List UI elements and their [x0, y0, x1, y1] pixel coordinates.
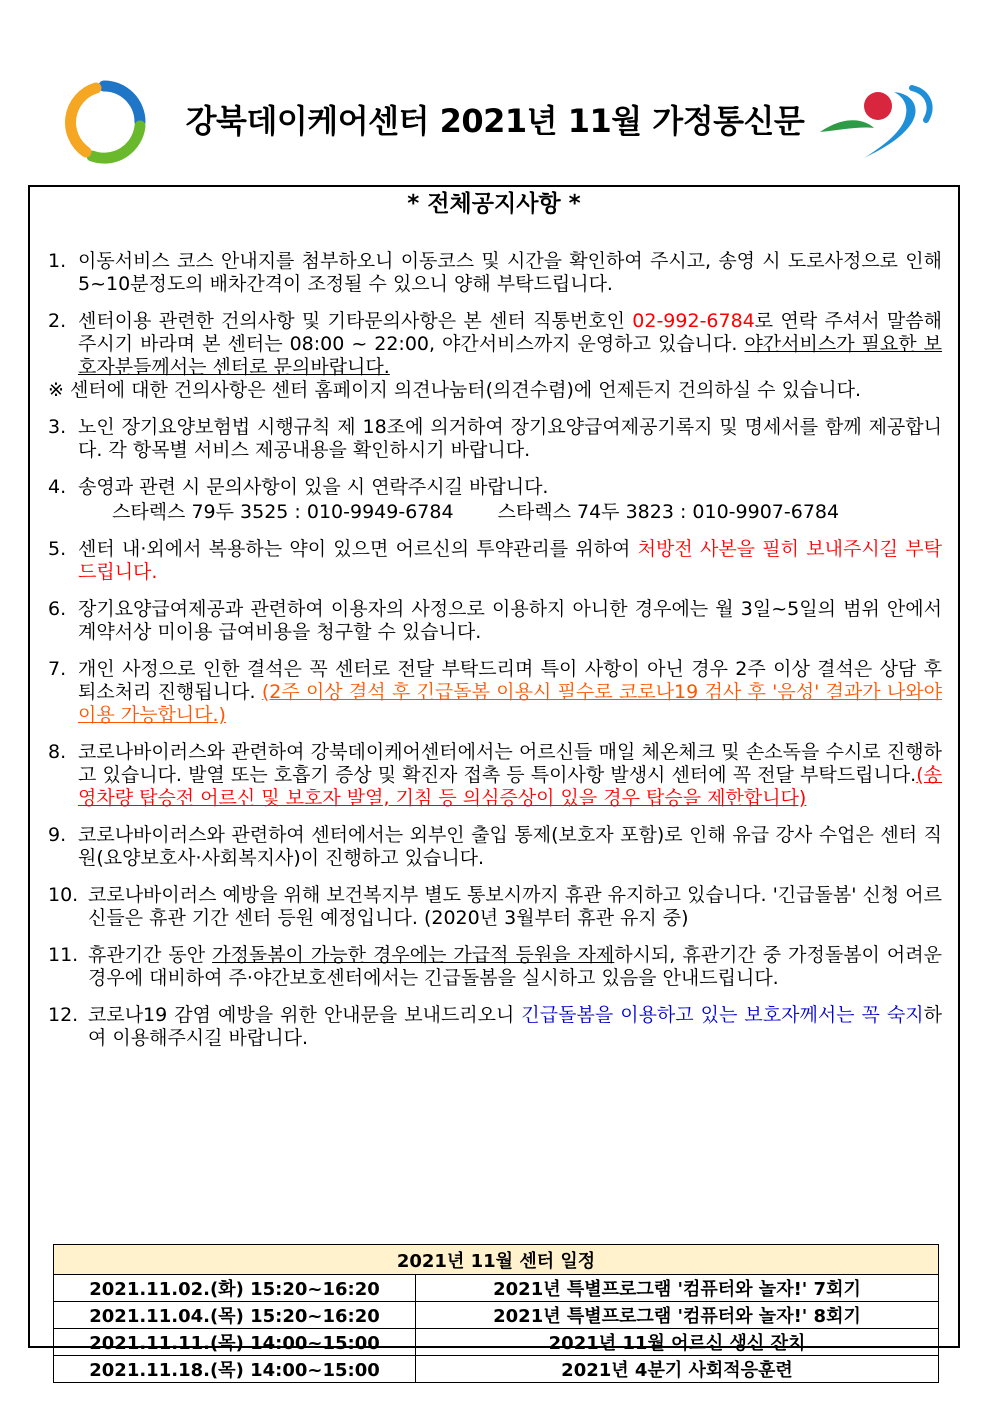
notice-text-segment: 코로나19 감염 예방을 위한 안내문을 보내드리오니: [88, 1004, 522, 1026]
notice-item: [48, 658, 942, 727]
notice-item-number: 2.: [48, 310, 67, 332]
note-mark: ※: [48, 379, 64, 401]
schedule-event: 2021년 특별프로그램 '컴퓨터와 놀자!' 7회기: [416, 1275, 939, 1302]
notice-text-segment: 노인 장기요양보험법 시행규칙 제 18조에 의거하여 장기요양급여제공기록지 및 명세서를 함께 제공합니다. 각 항목별 서비스 제공내용을 확인하시기 바랍니다.: [78, 416, 942, 461]
notice-item-text: [88, 1004, 942, 1050]
notice-item: [48, 476, 942, 524]
schedule-row: [54, 1356, 939, 1383]
schedule-date: 2021.11.18.(목) 14:00~15:00: [54, 1356, 416, 1383]
notice-star-note: [48, 379, 942, 402]
notice-text-segment: 코로나바이러스와 관련하여 센터에서는 외부인 출입 통제(보호자 포함)로 인해 유급 강사 수업은 센터 직원(요양보호사·사회복지사)이 진행하고 있습니다.: [78, 824, 942, 869]
notice-text-segment: 하여 이용해주시길 바랍니다.: [88, 1004, 942, 1049]
notice-item: [48, 310, 942, 379]
ring-logo-icon: [62, 80, 146, 164]
notice-item: [48, 250, 942, 296]
notice-text-segment: 센터 내·외에서 복용하는 약이 있으면 어르신의 투약관리를 위하여: [78, 538, 638, 560]
notice-text-segment: 긴급돌봄을 이용하고 있는 보호자께서는 꼭 숙지: [521, 1004, 924, 1026]
notice-item: [48, 944, 942, 990]
notice-text-segment: 송영과 관련 시 문의사항이 있을 시 연락주시길 바랍니다.: [78, 476, 549, 498]
notice-list: [48, 250, 942, 1064]
notice-text-segment: (송영차량 탑승전 어르신 및 보호자 발열, 기침 등 의심증상이 있을 경우 탑승을 제한합니다): [78, 764, 942, 809]
notice-item-number: 4.: [48, 476, 67, 498]
schedule-header-row: [54, 1245, 939, 1275]
notice-text-segment: 코로나바이러스 예방을 위해 보건복지부 별도 통보시까지 휴관 유지하고 있습니다. '긴급돌봄' 신청 어르신들은 휴관 기간 센터 등원 예정입니다. (2020년 3월부터 휴관 유지 중): [88, 884, 942, 929]
notice-item-number: 12.: [48, 1004, 79, 1026]
notice-text-segment: 로 연락 주셔서 말씀해주시기 바라며 본 센터는 08:00 ~ 22:00, 야간서비스까지 운영하고 있습니다.: [78, 310, 942, 355]
notice-item-number: 6.: [48, 598, 67, 620]
notice-item-text: [78, 741, 942, 810]
notice-item-text: [78, 658, 942, 727]
page-header: [0, 70, 992, 170]
schedule-date: 2021.11.04.(목) 15:20~16:20: [54, 1302, 416, 1329]
schedule-row: [54, 1302, 939, 1329]
schedule-event: 2021년 특별프로그램 '컴퓨터와 놀자!' 8회기: [416, 1302, 939, 1329]
notice-item-text: [78, 476, 942, 524]
schedule-date: 2021.11.11.(목) 14:00~15:00: [54, 1329, 416, 1356]
notice-item-text: [78, 310, 942, 379]
schedule-table: [53, 1244, 939, 1383]
vehicle-contacts: [78, 501, 942, 524]
schedule-event: 2021년 11월 어르신 생신 잔치: [416, 1329, 939, 1356]
schedule-row: [54, 1329, 939, 1356]
notice-item-number: 7.: [48, 658, 67, 680]
notice-item: [48, 884, 942, 930]
page-title: 강북데이케어센터 2021년 11월 가정통신문: [185, 102, 805, 140]
notice-text-segment: 이동서비스 코스 안내지를 첨부하오니 이동코스 및 시간을 확인하여 주시고, 송영 시 도로사정으로 인해 5~10분정도의 배차간격이 조정될 수 있으니 양해 부탁드립니다.: [78, 250, 942, 295]
notice-text-segment: 하시되, 휴관기간 중 가정돌봄이 어려운 경우에 대비하여 주·야간보호센터에서는 긴급돌봄을 실시하고 있음을 안내드립니다.: [88, 944, 942, 989]
vehicle-contact: 스타렉스 79두 3525 : 010-9949-6784: [112, 501, 454, 523]
notice-item-number: 5.: [48, 538, 67, 560]
notice-heading: * 전체공지사항 *: [407, 191, 581, 217]
notice-text-segment: 개인 사정으로 인한 결석은 꼭 센터로 전달 부탁드리며 특이 사항이 아닌 경우 2주 이상 결석은 상담 후 퇴소처리 진행됩니다.: [78, 658, 942, 703]
notice-item-number: 8.: [48, 741, 67, 763]
notice-item: [48, 1004, 942, 1050]
vehicle-contact: 스타렉스 74두 3823 : 010-9907-6784: [497, 501, 840, 523]
notice-text-segment: 02-992-6784: [632, 310, 755, 332]
notice-item-number: 11.: [48, 944, 79, 966]
notice-text-segment: 휴관기간 동안: [88, 944, 213, 966]
schedule-event: 2021년 4분기 사회적응훈련: [416, 1356, 939, 1383]
notice-text-segment: 코로나바이러스와 관련하여 강북데이케어센터에서는 어르신들 매일 체온체크 및 손소독을 수시로 진행하고 있습니다. 발열 또는 호흡기 증상 및 확진자 접촉 등 특이사항 발생시 센터에 꼭 전달 부탁드립니다.: [78, 741, 942, 786]
schedule-date: 2021.11.02.(화) 15:20~16:20: [54, 1275, 416, 1302]
notice-item-text: [78, 538, 942, 584]
notice-item-number: 1.: [48, 250, 67, 272]
notice-text-segment: 센터이용 관련한 건의사항 및 기타문의사항은 본 센터 직통번호인: [78, 310, 633, 332]
notice-text-segment: 가정돌봄이 가능한 경우에는 가급적 등원을 자제: [212, 944, 615, 966]
schedule-title: 2021년 11월 센터 일정: [54, 1245, 939, 1275]
notice-item-text: [88, 944, 942, 990]
notice-item-text: [78, 598, 942, 644]
notice-item-number: 10.: [48, 884, 79, 906]
notice-item-text: [78, 824, 942, 870]
notice-text-segment: 장기요양급여제공과 관련하여 이용자의 사정으로 이용하지 아니한 경우에는 월 3일~5일의 범위 안에서 계약서상 미이용 급여비용을 청구할 수 있습니다.: [78, 598, 942, 643]
notice-item-text: [88, 884, 942, 930]
notice-frame: [28, 185, 960, 1381]
notice-item: [48, 416, 942, 462]
notice-item-number: 3.: [48, 416, 67, 438]
gangbuk-emblem-icon: [816, 84, 938, 162]
notice-item: [48, 741, 942, 810]
notice-text-segment: (2주 이상 결석 후 긴급돌봄 이용시 필수로 코로나19 검사 후 '음성' 결과가 나와야 이용 가능합니다.): [78, 681, 942, 726]
notice-item-number: 9.: [48, 824, 67, 846]
schedule-row: [54, 1275, 939, 1302]
notice-item: [48, 824, 942, 870]
notice-text-segment: 처방전 사본을 필히 보내주시길 부탁드립니다.: [78, 538, 942, 583]
notice-item: [48, 538, 942, 584]
notice-item-text: [78, 416, 942, 462]
notice-text-segment: 야간서비스가 필요한 보호자분들께서는 센터로 문의바랍니다.: [78, 333, 942, 378]
notice-item: [48, 598, 942, 644]
notice-item-text: [78, 250, 942, 296]
note-text: 센터에 대한 건의사항은 센터 홈페이지 의견나눔터(의견수렴)에 언제든지 건의하실 수 있습니다.: [70, 379, 862, 401]
